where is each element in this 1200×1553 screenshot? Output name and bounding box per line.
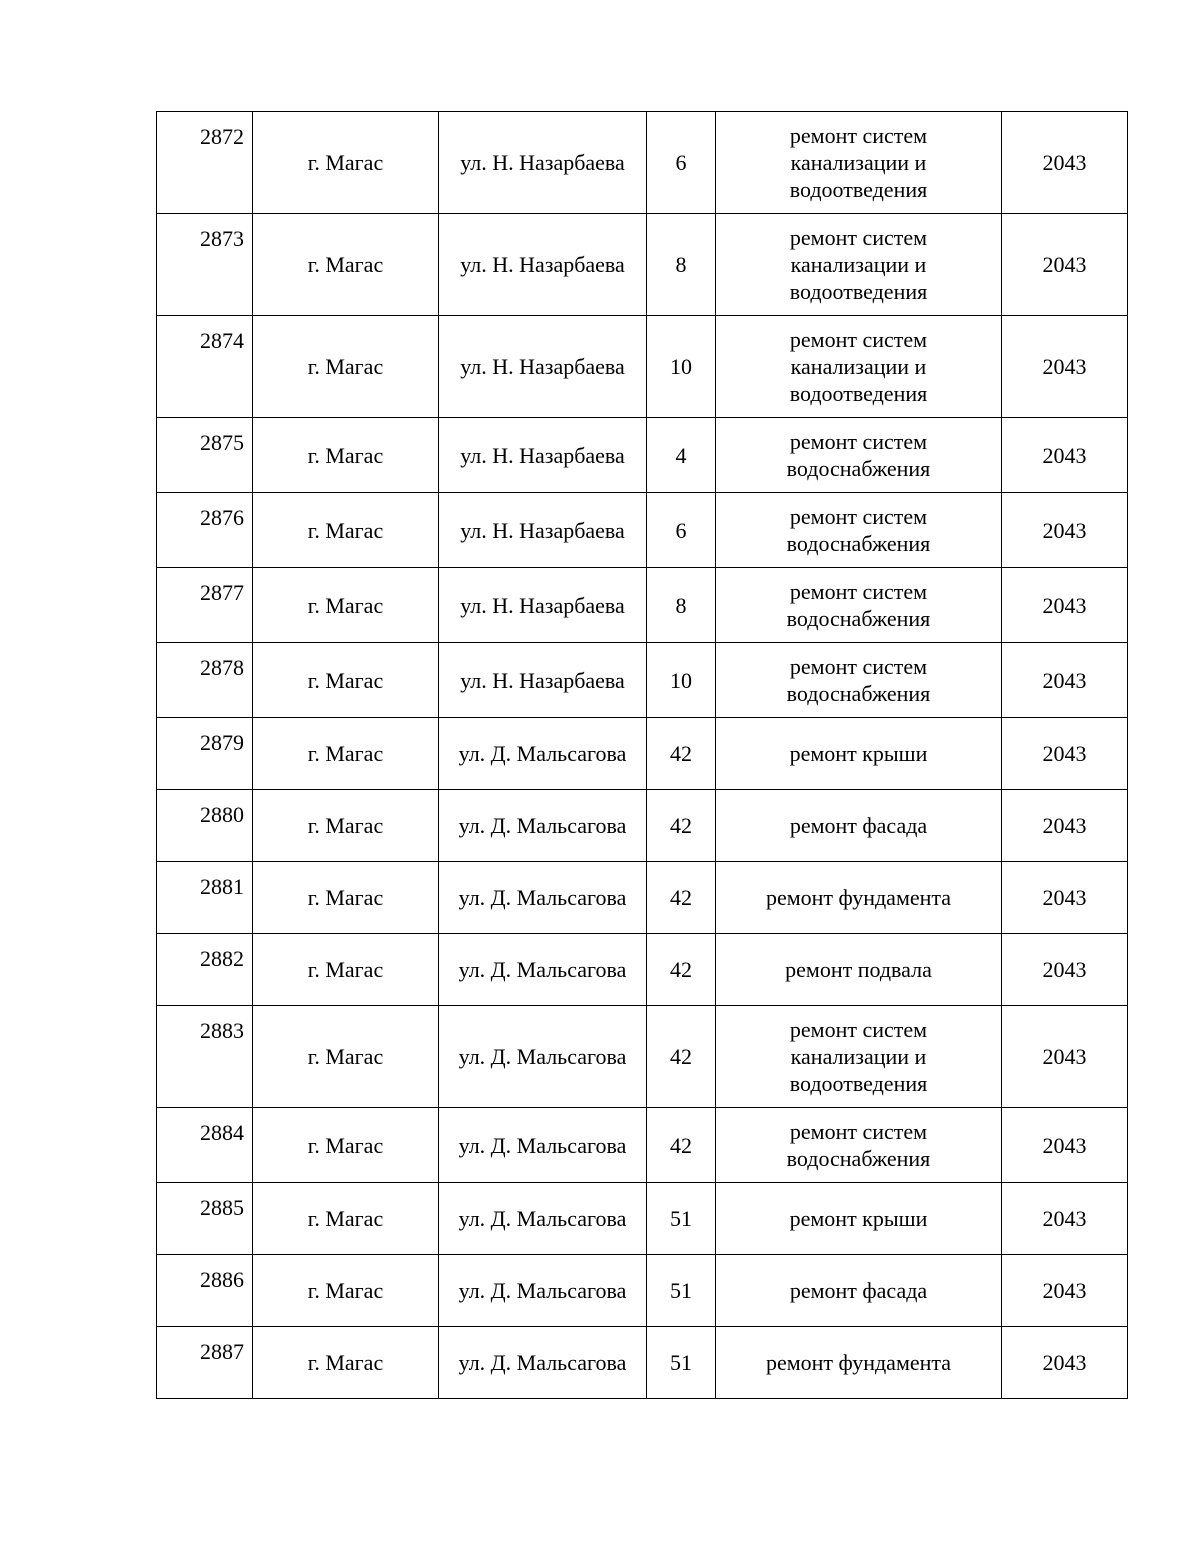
table-row [157, 1183, 1128, 1255]
work-type-line: водоотведения [789, 381, 928, 406]
row-number-cell: 2876 [157, 493, 253, 568]
row-number-cell: 2886 [157, 1255, 253, 1327]
house-number-cell: 42 [647, 1108, 716, 1183]
street-cell: ул. Н. Назарбаева [439, 316, 647, 418]
work-type-line: ремонт фундамента [765, 885, 952, 910]
house-number-cell: 42 [647, 718, 716, 790]
city-cell: г. Магас [253, 112, 439, 214]
street-cell: ул. Д. Мальсагова [439, 1255, 647, 1327]
table-row [157, 1006, 1128, 1108]
work-type-line: ремонт подвала [785, 957, 932, 982]
work-type-line: канализации и [790, 150, 927, 175]
work-type-line: канализации и [790, 252, 927, 277]
table-row [157, 1327, 1128, 1399]
year-cell: 2043 [1002, 718, 1128, 790]
table-row [157, 934, 1128, 1006]
work-type-cell [716, 1006, 1002, 1108]
work-type-line: канализации и [790, 1044, 927, 1069]
house-number-cell: 8 [647, 214, 716, 316]
house-number-cell: 10 [647, 316, 716, 418]
row-number-cell: 2874 [157, 316, 253, 418]
city-cell: г. Магас [253, 1327, 439, 1399]
table-row [157, 493, 1128, 568]
year-cell: 2043 [1002, 1327, 1128, 1399]
work-type-line: ремонт систем [789, 654, 928, 679]
table-row [157, 862, 1128, 934]
street-cell: ул. Н. Назарбаева [439, 214, 647, 316]
street-cell: ул. Д. Мальсагова [439, 1006, 647, 1108]
table-row [157, 418, 1128, 493]
row-number-cell: 2873 [157, 214, 253, 316]
work-type-cell [716, 862, 1002, 934]
work-type-line: ремонт систем [789, 504, 928, 529]
house-number-cell: 51 [647, 1183, 716, 1255]
year-cell: 2043 [1002, 568, 1128, 643]
street-cell: ул. Д. Мальсагова [439, 790, 647, 862]
city-cell: г. Магас [253, 1108, 439, 1183]
work-type-cell [716, 316, 1002, 418]
work-type-line: водоснабжения [786, 606, 931, 631]
work-type-cell [716, 214, 1002, 316]
work-type-line: ремонт систем [789, 429, 928, 454]
city-cell: г. Магас [253, 790, 439, 862]
street-cell: ул. Н. Назарбаева [439, 112, 647, 214]
work-type-line: ремонт крыши [789, 741, 928, 766]
work-type-cell [716, 1327, 1002, 1399]
work-type-cell [716, 643, 1002, 718]
work-type-cell [716, 493, 1002, 568]
year-cell: 2043 [1002, 112, 1128, 214]
city-cell: г. Магас [253, 1183, 439, 1255]
work-type-line: ремонт систем [789, 579, 928, 604]
city-cell: г. Магас [253, 214, 439, 316]
work-type-cell [716, 112, 1002, 214]
table-row [157, 316, 1128, 418]
house-number-cell: 42 [647, 934, 716, 1006]
street-cell: ул. Н. Назарбаева [439, 418, 647, 493]
work-type-cell [716, 934, 1002, 1006]
table-row [157, 790, 1128, 862]
table-row [157, 718, 1128, 790]
row-number-cell: 2885 [157, 1183, 253, 1255]
work-type-line: ремонт систем [789, 1017, 928, 1042]
year-cell: 2043 [1002, 643, 1128, 718]
row-number-cell: 2884 [157, 1108, 253, 1183]
row-number-cell: 2881 [157, 862, 253, 934]
year-cell: 2043 [1002, 214, 1128, 316]
work-type-line: водоснабжения [786, 681, 931, 706]
city-cell: г. Магас [253, 718, 439, 790]
street-cell: ул. Д. Мальсагова [439, 1108, 647, 1183]
row-number-cell: 2880 [157, 790, 253, 862]
work-type-cell [716, 790, 1002, 862]
year-cell: 2043 [1002, 493, 1128, 568]
row-number-cell: 2882 [157, 934, 253, 1006]
row-number-cell: 2872 [157, 112, 253, 214]
street-cell: ул. Н. Назарбаева [439, 643, 647, 718]
year-cell: 2043 [1002, 790, 1128, 862]
city-cell: г. Магас [253, 493, 439, 568]
house-number-cell: 51 [647, 1327, 716, 1399]
street-cell: ул. Д. Мальсагова [439, 718, 647, 790]
house-number-cell: 4 [647, 418, 716, 493]
work-type-line: ремонт систем [789, 1119, 928, 1144]
year-cell: 2043 [1002, 1255, 1128, 1327]
table-row [157, 643, 1128, 718]
street-cell: ул. Н. Назарбаева [439, 568, 647, 643]
city-cell: г. Магас [253, 418, 439, 493]
year-cell: 2043 [1002, 418, 1128, 493]
year-cell: 2043 [1002, 1006, 1128, 1108]
work-type-line: ремонт систем [789, 225, 928, 250]
city-cell: г. Магас [253, 568, 439, 643]
row-number-cell: 2883 [157, 1006, 253, 1108]
work-type-line: водоотведения [789, 177, 928, 202]
work-type-line: ремонт фасада [789, 1278, 928, 1303]
house-number-cell: 8 [647, 568, 716, 643]
year-cell: 2043 [1002, 934, 1128, 1006]
city-cell: г. Магас [253, 316, 439, 418]
work-type-cell [716, 718, 1002, 790]
table-row [157, 112, 1128, 214]
house-number-cell: 6 [647, 112, 716, 214]
street-cell: ул. Н. Назарбаева [439, 493, 647, 568]
house-number-cell: 42 [647, 790, 716, 862]
work-type-line: канализации и [790, 354, 927, 379]
work-type-line: водоотведения [789, 1071, 928, 1096]
row-number-cell: 2878 [157, 643, 253, 718]
street-cell: ул. Д. Мальсагова [439, 934, 647, 1006]
work-type-line: ремонт крыши [789, 1206, 928, 1231]
city-cell: г. Магас [253, 1006, 439, 1108]
work-type-line: ремонт систем [789, 123, 928, 148]
table-row [157, 1255, 1128, 1327]
city-cell: г. Магас [253, 934, 439, 1006]
repair-schedule-table [156, 111, 1128, 1399]
work-type-line: водоснабжения [786, 1146, 931, 1171]
row-number-cell: 2875 [157, 418, 253, 493]
house-number-cell: 42 [647, 862, 716, 934]
work-type-cell [716, 1183, 1002, 1255]
work-type-cell [716, 418, 1002, 493]
work-type-line: водоотведения [789, 279, 928, 304]
year-cell: 2043 [1002, 316, 1128, 418]
year-cell: 2043 [1002, 1183, 1128, 1255]
year-cell: 2043 [1002, 862, 1128, 934]
street-cell: ул. Д. Мальсагова [439, 1183, 647, 1255]
house-number-cell: 6 [647, 493, 716, 568]
work-type-cell [716, 1255, 1002, 1327]
work-type-cell [716, 568, 1002, 643]
year-cell: 2043 [1002, 1108, 1128, 1183]
work-type-cell [716, 1108, 1002, 1183]
work-type-line: водоснабжения [786, 456, 931, 481]
table-row [157, 568, 1128, 643]
house-number-cell: 51 [647, 1255, 716, 1327]
row-number-cell: 2877 [157, 568, 253, 643]
table-row [157, 214, 1128, 316]
street-cell: ул. Д. Мальсагова [439, 862, 647, 934]
house-number-cell: 10 [647, 643, 716, 718]
city-cell: г. Магас [253, 1255, 439, 1327]
work-type-line: ремонт фасада [789, 813, 928, 838]
table-body [157, 112, 1128, 1399]
work-type-line: водоснабжения [786, 531, 931, 556]
work-type-line: ремонт фундамента [765, 1350, 952, 1375]
street-cell: ул. Д. Мальсагова [439, 1327, 647, 1399]
work-type-line: ремонт систем [789, 327, 928, 352]
row-number-cell: 2879 [157, 718, 253, 790]
row-number-cell: 2887 [157, 1327, 253, 1399]
city-cell: г. Магас [253, 862, 439, 934]
city-cell: г. Магас [253, 643, 439, 718]
house-number-cell: 42 [647, 1006, 716, 1108]
table-row [157, 1108, 1128, 1183]
